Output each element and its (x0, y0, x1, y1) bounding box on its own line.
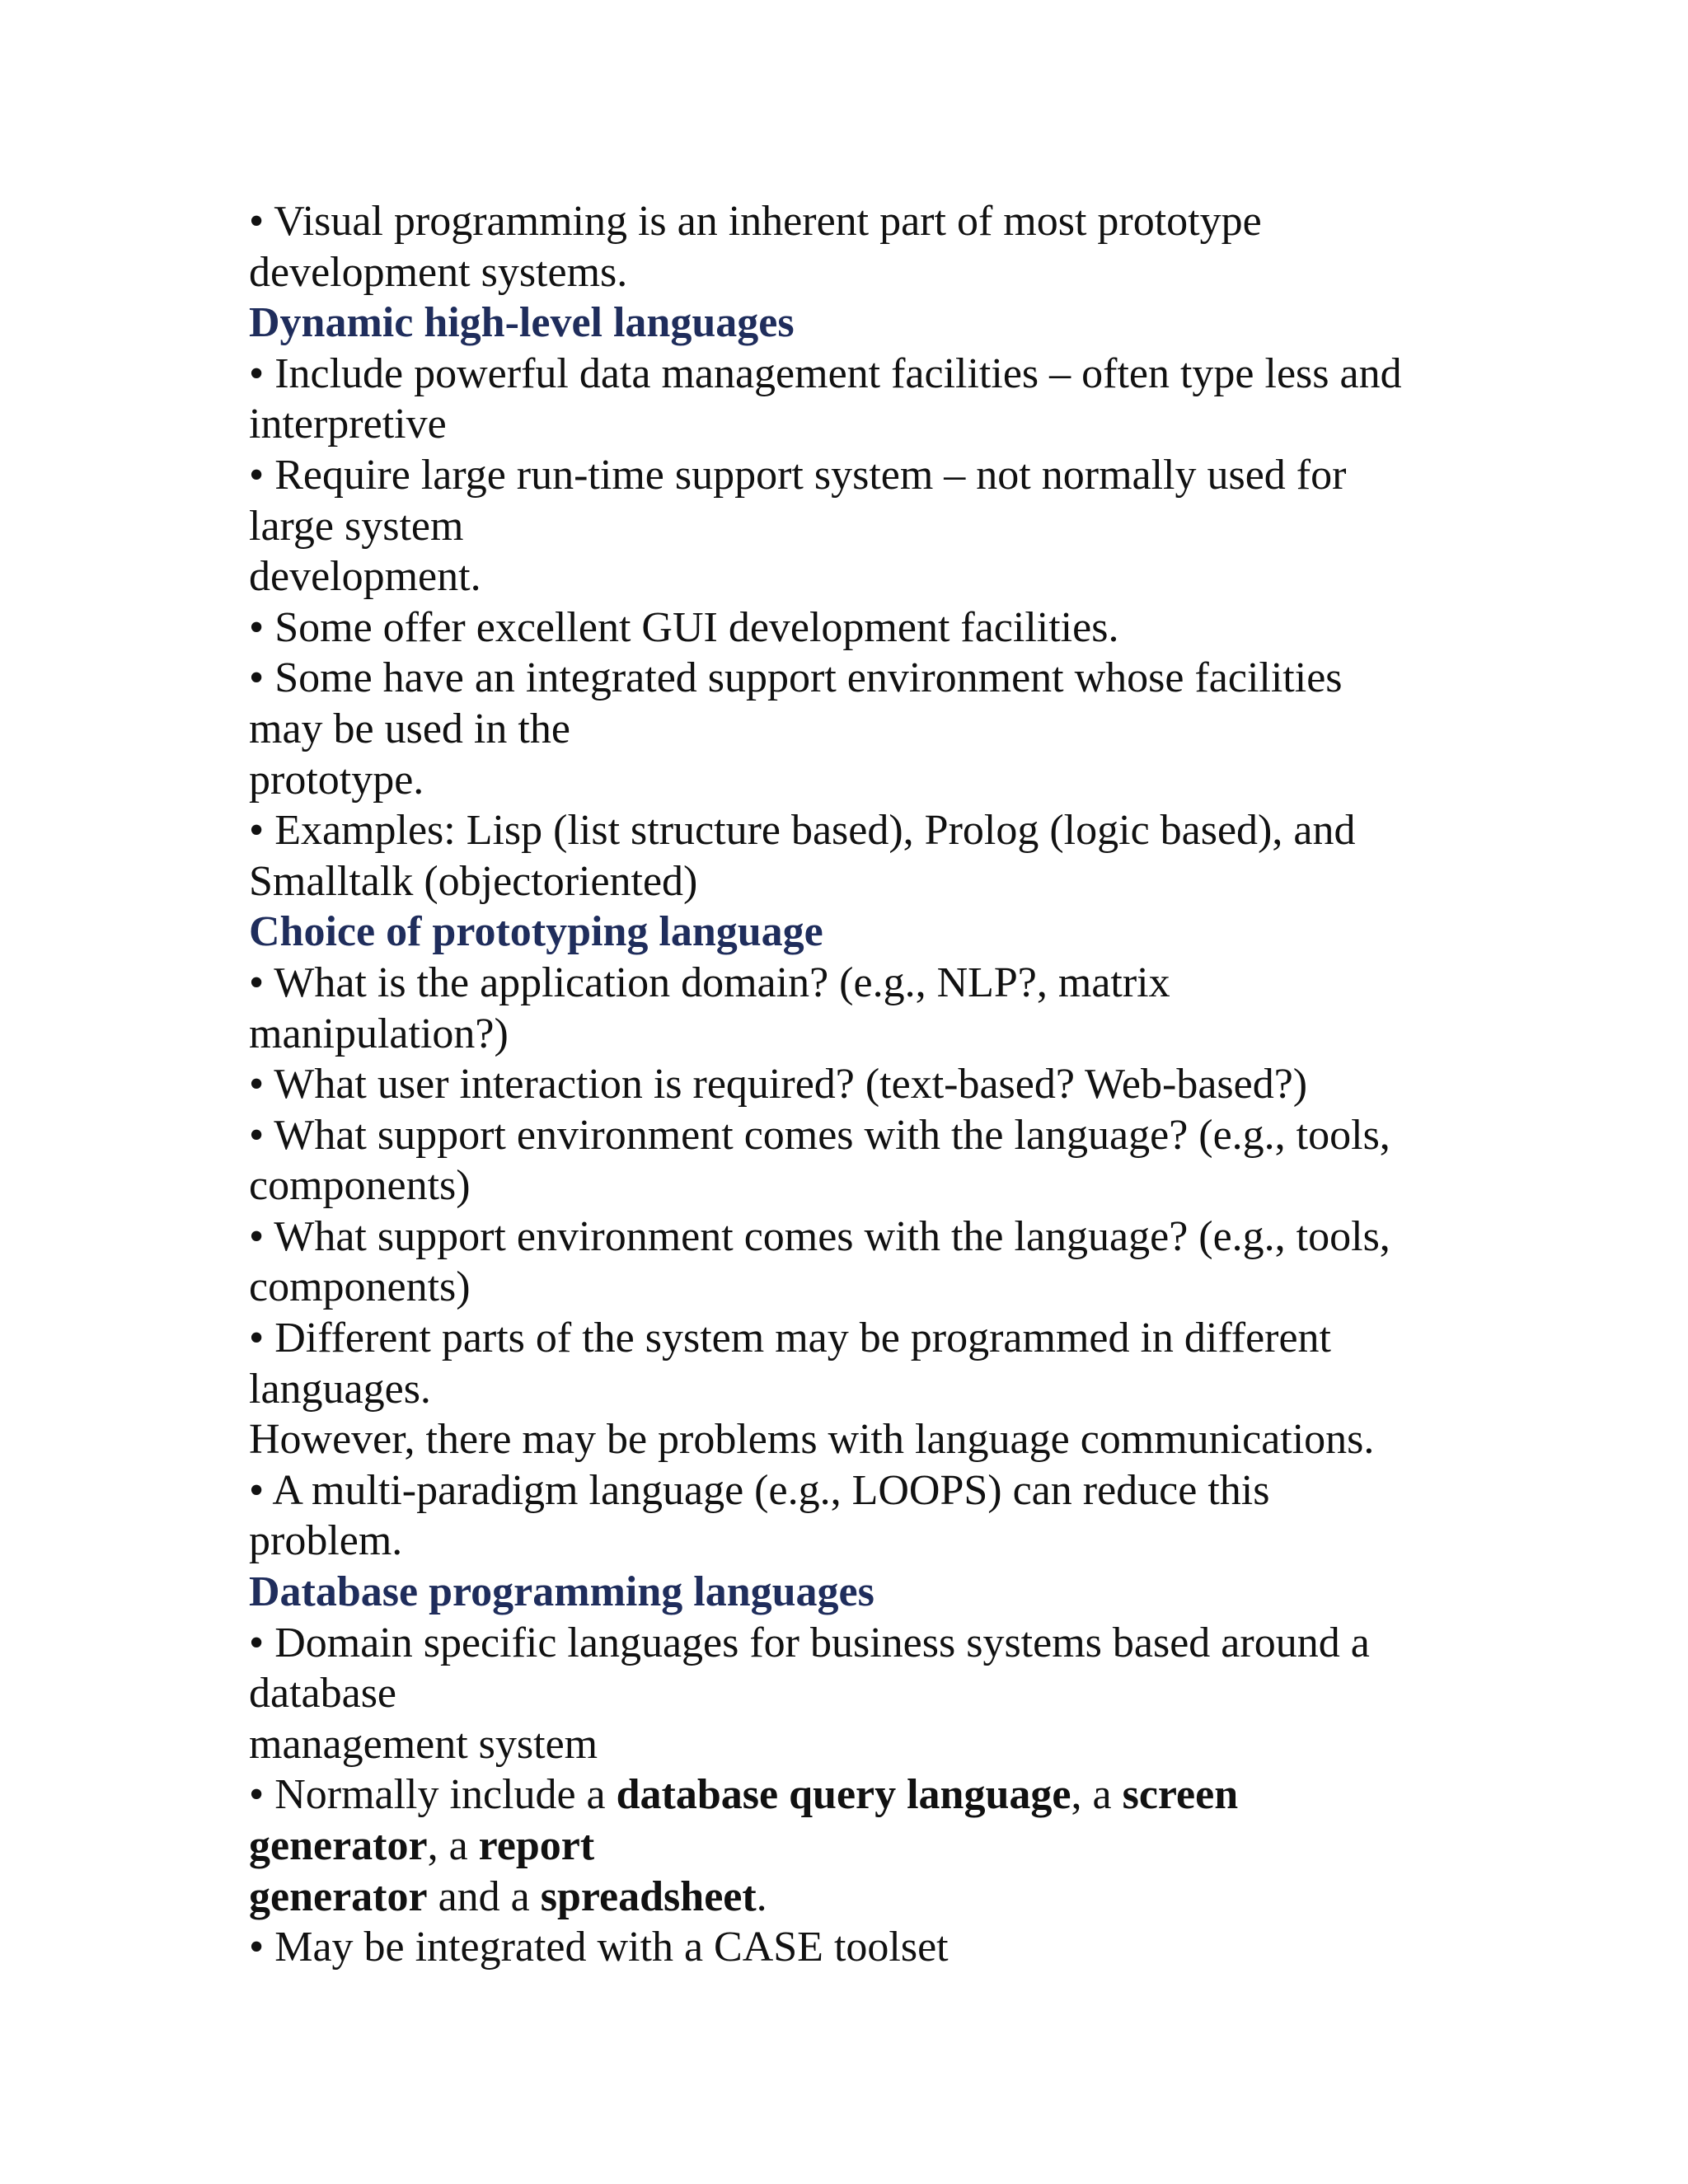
body-line (249, 1821, 1452, 1872)
bold-term: generator (249, 1872, 428, 1920)
body-line: • Different parts of the system may be programmed in different (249, 1315, 1331, 1362)
body-line: Smalltalk (objectoriented) (249, 857, 698, 905)
body-line: • Visual programming is an inherent part of most prototype (249, 198, 1262, 245)
body-line: interpretive (249, 401, 447, 448)
body-line (249, 1872, 1452, 1923)
bold-term: database query language (616, 1771, 1071, 1819)
body-line: • Some offer excellent GUI development facilities. (249, 603, 1119, 651)
body-line: database (249, 1670, 397, 1718)
body-line: development systems. (249, 248, 628, 296)
body-line (249, 1769, 1452, 1821)
body-line: prototype. (249, 756, 424, 804)
body-line: components) (249, 1162, 471, 1210)
body-line: may be used in the (249, 705, 570, 752)
text-run: , a (427, 1822, 479, 1869)
body-line: • Some have an integrated support environment whose facilities (249, 654, 1343, 702)
text-run: and a (427, 1872, 541, 1920)
text-run: , a (1071, 1771, 1123, 1819)
body-line: manipulation?) (249, 1010, 509, 1057)
body-line: • What user interaction is required? (text-based? Web-based?) (249, 1061, 1308, 1108)
body-line: • Require large run-time support system – not normally used for (249, 451, 1347, 499)
body-line: However, there may be problems with language communications. (249, 1416, 1375, 1464)
body-line: • A multi-paradigm language (e.g., LOOPS) can reduce this (249, 1466, 1270, 1514)
body-line: large system (249, 502, 464, 550)
body-line: • Include powerful data management facilities – often type less and (249, 349, 1402, 397)
body-line: components) (249, 1263, 471, 1311)
body-line: • What support environment comes with the language? (e.g., tools, (249, 1111, 1390, 1159)
section-heading: Dynamic high-level languages (249, 299, 795, 347)
text-run: • Normally include a (249, 1771, 617, 1819)
body-line: problem. (249, 1517, 403, 1565)
section-heading: Choice of prototyping language (249, 908, 823, 956)
body-line: • May be integrated with a CASE toolset (249, 1924, 949, 1971)
body-line: • What is the application domain? (e.g., NLP?, matrix (249, 958, 1170, 1006)
body-line: • Domain specific languages for business systems based around a (249, 1619, 1370, 1666)
text-run: . (756, 1872, 767, 1920)
body-line: management system (249, 1720, 598, 1768)
bold-term: screen (1122, 1771, 1239, 1819)
body-line: development. (249, 553, 481, 601)
document-body (249, 196, 1452, 1973)
bold-term: generator (249, 1822, 428, 1869)
body-line: languages. (249, 1365, 431, 1413)
section-heading: Database programming languages (249, 1568, 874, 1616)
bold-term: spreadsheet (540, 1872, 757, 1920)
body-line: • Examples: Lisp (list structure based), Prolog (logic based), and (249, 807, 1356, 855)
bold-term: report (478, 1822, 595, 1869)
body-line: • What support environment comes with the language? (e.g., tools, (249, 1212, 1390, 1260)
